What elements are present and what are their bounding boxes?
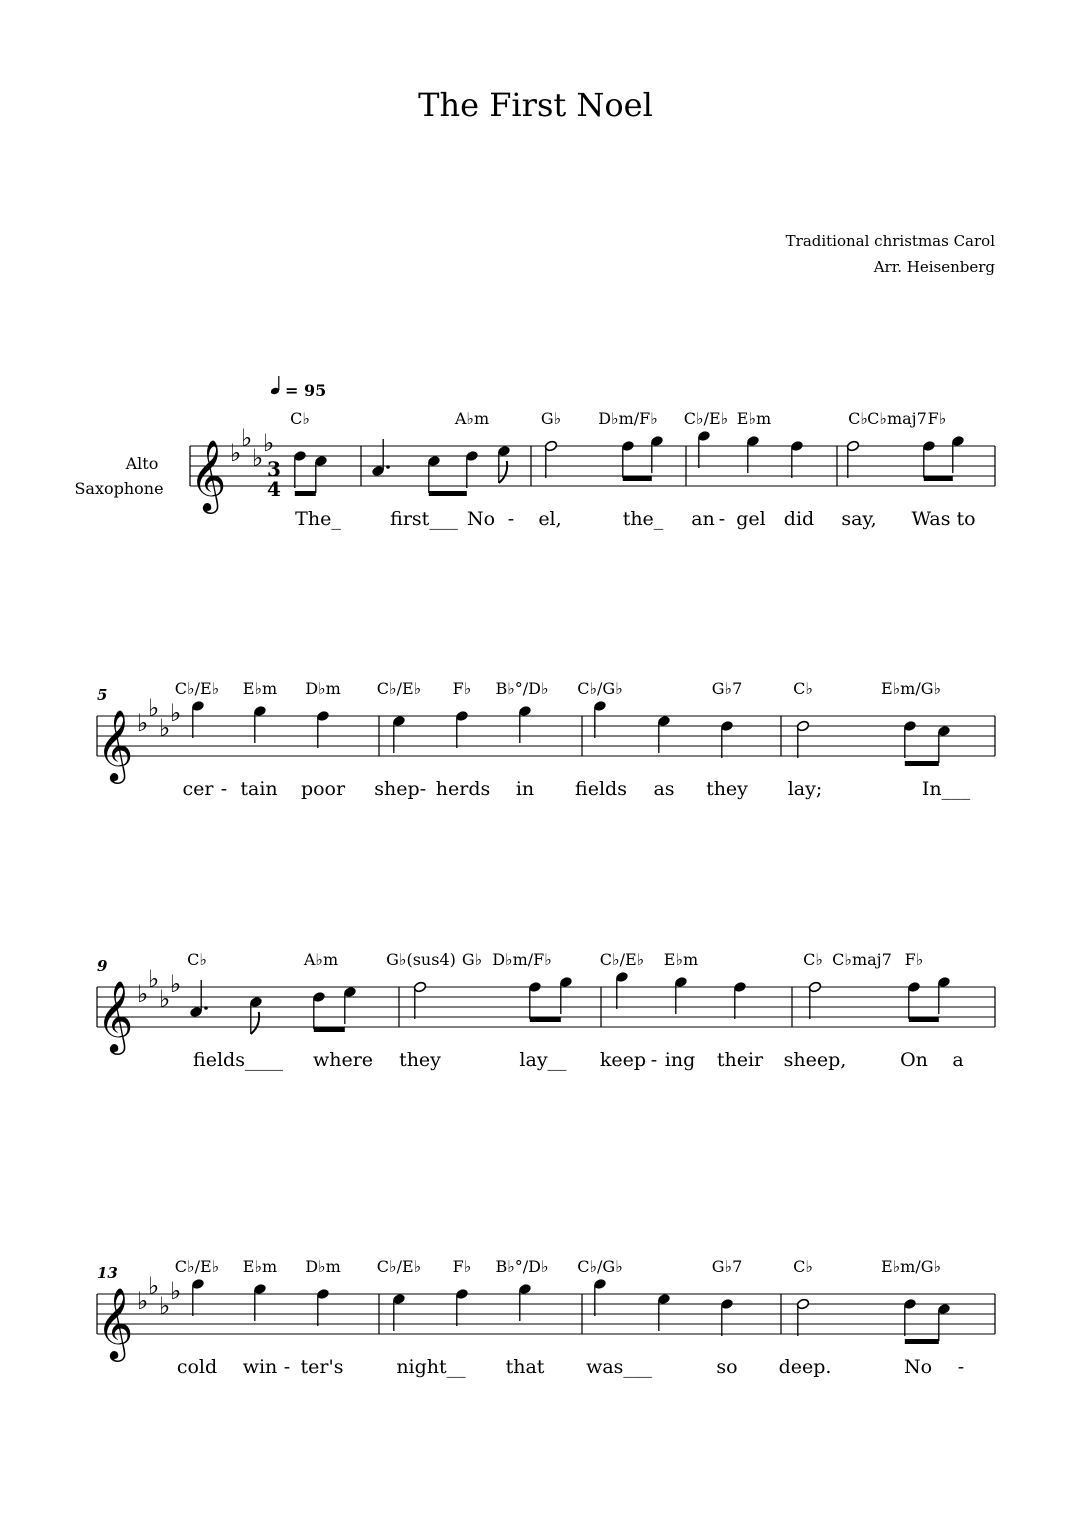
lyric-syllable: - (283, 1356, 291, 1378)
beam (623, 476, 652, 481)
time-signature-bottom: 4 (267, 477, 281, 501)
measure-number: 13 (97, 1264, 118, 1282)
chord-symbol: C♭/E♭ (599, 950, 645, 969)
note (427, 455, 440, 493)
flat-icon: ♭ (137, 1287, 149, 1315)
note (371, 439, 390, 477)
lyric-syllable: lay__ (519, 1049, 567, 1071)
staff-system (97, 950, 995, 1071)
chord-symbol: C♭ (793, 1257, 813, 1276)
beam (924, 476, 953, 481)
lyric-syllable: In___ (921, 778, 971, 800)
note (593, 1278, 606, 1316)
chord-symbol: E♭m (663, 950, 699, 969)
beam (295, 491, 316, 496)
beam (314, 1027, 345, 1032)
measure-number: 5 (97, 686, 108, 704)
lyric-syllable: the_ (622, 508, 664, 530)
note (392, 1293, 405, 1331)
note (650, 435, 663, 473)
flag (251, 1012, 259, 1034)
note (937, 725, 950, 763)
chord-symbol: C♭/G♭ (577, 679, 623, 698)
note (922, 440, 935, 478)
note (518, 1283, 531, 1321)
chord-symbol: F♭ (904, 950, 924, 969)
lyric-syllable: say, (841, 508, 877, 530)
lyric-syllable: was___ (586, 1356, 652, 1378)
flat-icon: ♭ (159, 714, 171, 742)
time-signature-top: 3 (267, 457, 281, 481)
lyric-syllable: night__ (396, 1356, 466, 1378)
note (903, 1298, 916, 1336)
flat-icon: ♭ (159, 985, 171, 1013)
lyric-syllable: that (505, 1356, 545, 1378)
lyric-syllable: On (900, 1049, 928, 1071)
note (191, 1278, 204, 1316)
chord-symbol: G♭7 (711, 1257, 743, 1276)
beam (429, 491, 467, 496)
note (615, 971, 628, 1009)
treble-clef-icon: 𝄞 (96, 979, 134, 1052)
note (455, 710, 468, 748)
flat-icon: ♭ (230, 439, 242, 467)
chord-symbol: C♭ (793, 679, 813, 698)
lyric-syllable: as (653, 778, 675, 800)
lyric-syllable: to (956, 508, 976, 530)
lyric-syllable: - (718, 508, 726, 530)
note (621, 440, 634, 478)
composer-line: Traditional christmas Carol (785, 232, 995, 250)
chord-symbol: E♭m (242, 1257, 278, 1276)
treble-clef-icon: 𝄞 (96, 1286, 134, 1359)
note (455, 1288, 468, 1326)
lyric-syllable: they (399, 1049, 441, 1071)
beam (905, 761, 939, 766)
chord-symbol: G♭ (540, 409, 562, 428)
note (697, 430, 710, 468)
staff-system (97, 1257, 995, 1378)
chord-symbol: C♭maj7 (867, 409, 927, 428)
note (392, 715, 405, 753)
chord-symbol: F♭ (452, 679, 472, 698)
beam (905, 1339, 939, 1344)
chord-symbol: D♭m (305, 1257, 341, 1276)
lyric-syllable: where (312, 1049, 374, 1071)
note (937, 976, 950, 1014)
chord-symbol: D♭m/F♭ (598, 409, 658, 428)
chord-symbol: C♭/G♭ (577, 1257, 623, 1276)
lyric-syllable: lay; (787, 778, 823, 800)
lyric-syllable: their (716, 1049, 764, 1071)
chord-symbol: G♭ (461, 950, 483, 969)
note (293, 450, 306, 488)
note (790, 440, 803, 478)
arranger-line: Arr. Heisenberg (873, 258, 995, 276)
note (465, 450, 478, 488)
note (937, 1303, 950, 1341)
lyric-syllable: gel (736, 508, 766, 530)
lyric-syllable: No (903, 1356, 933, 1378)
note (674, 976, 687, 1014)
lyric-syllable: poor (300, 778, 346, 800)
lyric-syllable: ter's (300, 1356, 344, 1378)
lyric-syllable: cold (176, 1356, 218, 1378)
note (657, 715, 670, 753)
beam (530, 1017, 561, 1022)
note (316, 1288, 329, 1326)
measure-number: 9 (97, 957, 108, 975)
note (720, 1298, 733, 1336)
chord-symbol: F♭ (927, 409, 947, 428)
treble-clef-icon: 𝄞 (189, 438, 227, 511)
note (191, 700, 204, 738)
note (733, 981, 746, 1019)
lyric-syllable: keep (599, 1049, 647, 1071)
chord-symbol: B♭°/D♭ (495, 679, 549, 698)
lyric-syllable: deep. (778, 1356, 832, 1378)
lyric-syllable: cer (182, 778, 214, 800)
chord-symbol: E♭m (242, 679, 278, 698)
note (907, 981, 920, 1019)
flat-icon: ♭ (170, 1277, 182, 1305)
note (316, 710, 329, 748)
flat-icon: ♭ (170, 699, 182, 727)
note (314, 455, 327, 493)
tempo-text: = 95 (285, 381, 327, 400)
flat-icon: ♭ (137, 980, 149, 1008)
flat-icon: ♭ (263, 429, 275, 457)
chord-symbol: C♭/E♭ (683, 409, 729, 428)
chord-symbol: C♭ (290, 409, 310, 428)
lyric-syllable: Was (911, 508, 951, 530)
note (544, 440, 557, 478)
chord-symbol: D♭m/F♭ (492, 950, 552, 969)
lyric-syllable: fields____ (193, 1049, 283, 1071)
lyric-syllable: The_ (295, 508, 341, 530)
note (846, 440, 859, 478)
note (189, 980, 208, 1018)
lyric-syllable: - (507, 508, 515, 530)
flat-icon: ♭ (159, 1292, 171, 1320)
lyric-syllable: - (220, 778, 228, 800)
staff-system (97, 679, 995, 800)
flag (499, 461, 507, 483)
note (343, 986, 356, 1024)
chord-symbol: C♭ (848, 409, 868, 428)
chord-symbol: C♭/E♭ (174, 1257, 220, 1276)
treble-clef-icon: 𝄞 (96, 708, 134, 781)
note (796, 720, 809, 758)
chord-symbol: C♭ (187, 950, 207, 969)
note (413, 981, 426, 1019)
lyric-syllable: win (242, 1356, 278, 1378)
note (720, 720, 733, 758)
chord-symbol: G♭(sus4) (386, 950, 456, 969)
note (593, 700, 606, 738)
note (808, 981, 821, 1019)
lyric-syllable: herds (435, 778, 491, 800)
staff-system (190, 409, 995, 530)
lyric-syllable: so (716, 1356, 738, 1378)
flat-icon: ♭ (148, 1272, 160, 1300)
flat-icon: ♭ (241, 424, 253, 452)
note (312, 991, 325, 1029)
chord-symbol: E♭m/G♭ (880, 1257, 942, 1276)
chord-symbol: E♭m/G♭ (880, 679, 942, 698)
chord-symbol: D♭m (305, 679, 341, 698)
lyric-syllable: ing (664, 1049, 696, 1071)
instrument-name-line2: Saxophone (74, 479, 164, 498)
chord-symbol: C♭/E♭ (174, 679, 220, 698)
lyric-syllable: No (466, 508, 496, 530)
lyric-syllable: - (650, 1049, 658, 1071)
lyric-syllable: tain (240, 778, 278, 800)
lyric-syllable: fields (575, 778, 627, 800)
flat-icon: ♭ (252, 444, 264, 472)
note (903, 720, 916, 758)
chord-symbol: C♭maj7 (832, 950, 892, 969)
chord-symbol: A♭m (454, 409, 490, 428)
tempo-marking (270, 376, 326, 400)
note (528, 981, 541, 1019)
lyric-syllable: an (691, 508, 715, 530)
lyric-syllable: they (706, 778, 748, 800)
flat-icon: ♭ (148, 965, 160, 993)
chord-symbol: F♭ (452, 1257, 472, 1276)
lyric-syllable: a (952, 1049, 964, 1071)
note (253, 1283, 266, 1321)
note (559, 976, 572, 1014)
beam (909, 1017, 939, 1022)
flat-icon: ♭ (170, 970, 182, 998)
note (951, 435, 964, 473)
chord-symbol: E♭m (736, 409, 772, 428)
lyric-syllable: in (515, 778, 535, 800)
flat-icon: ♭ (148, 694, 160, 722)
chord-symbol: G♭7 (711, 679, 743, 698)
note (253, 705, 266, 743)
note (518, 705, 531, 743)
lyric-syllable: sheep, (783, 1049, 847, 1071)
lyric-syllable: first___ (390, 508, 458, 530)
note (796, 1298, 809, 1336)
lyric-syllable: - (419, 778, 427, 800)
lyric-syllable: did (783, 508, 815, 530)
chord-symbol: C♭ (803, 950, 823, 969)
chord-symbol: B♭°/D♭ (495, 1257, 549, 1276)
flat-icon: ♭ (137, 709, 149, 737)
lyric-syllable: - (957, 1356, 965, 1378)
lyric-syllable: el, (538, 508, 562, 530)
chord-symbol: A♭m (303, 950, 339, 969)
note (746, 435, 759, 473)
lyric-syllable: shep (374, 778, 420, 800)
note (657, 1293, 670, 1331)
chord-symbol: C♭/E♭ (376, 679, 422, 698)
chord-symbol: C♭/E♭ (376, 1257, 422, 1276)
instrument-name-line1: Alto (125, 454, 159, 473)
score-title: The First Noel (418, 86, 653, 124)
